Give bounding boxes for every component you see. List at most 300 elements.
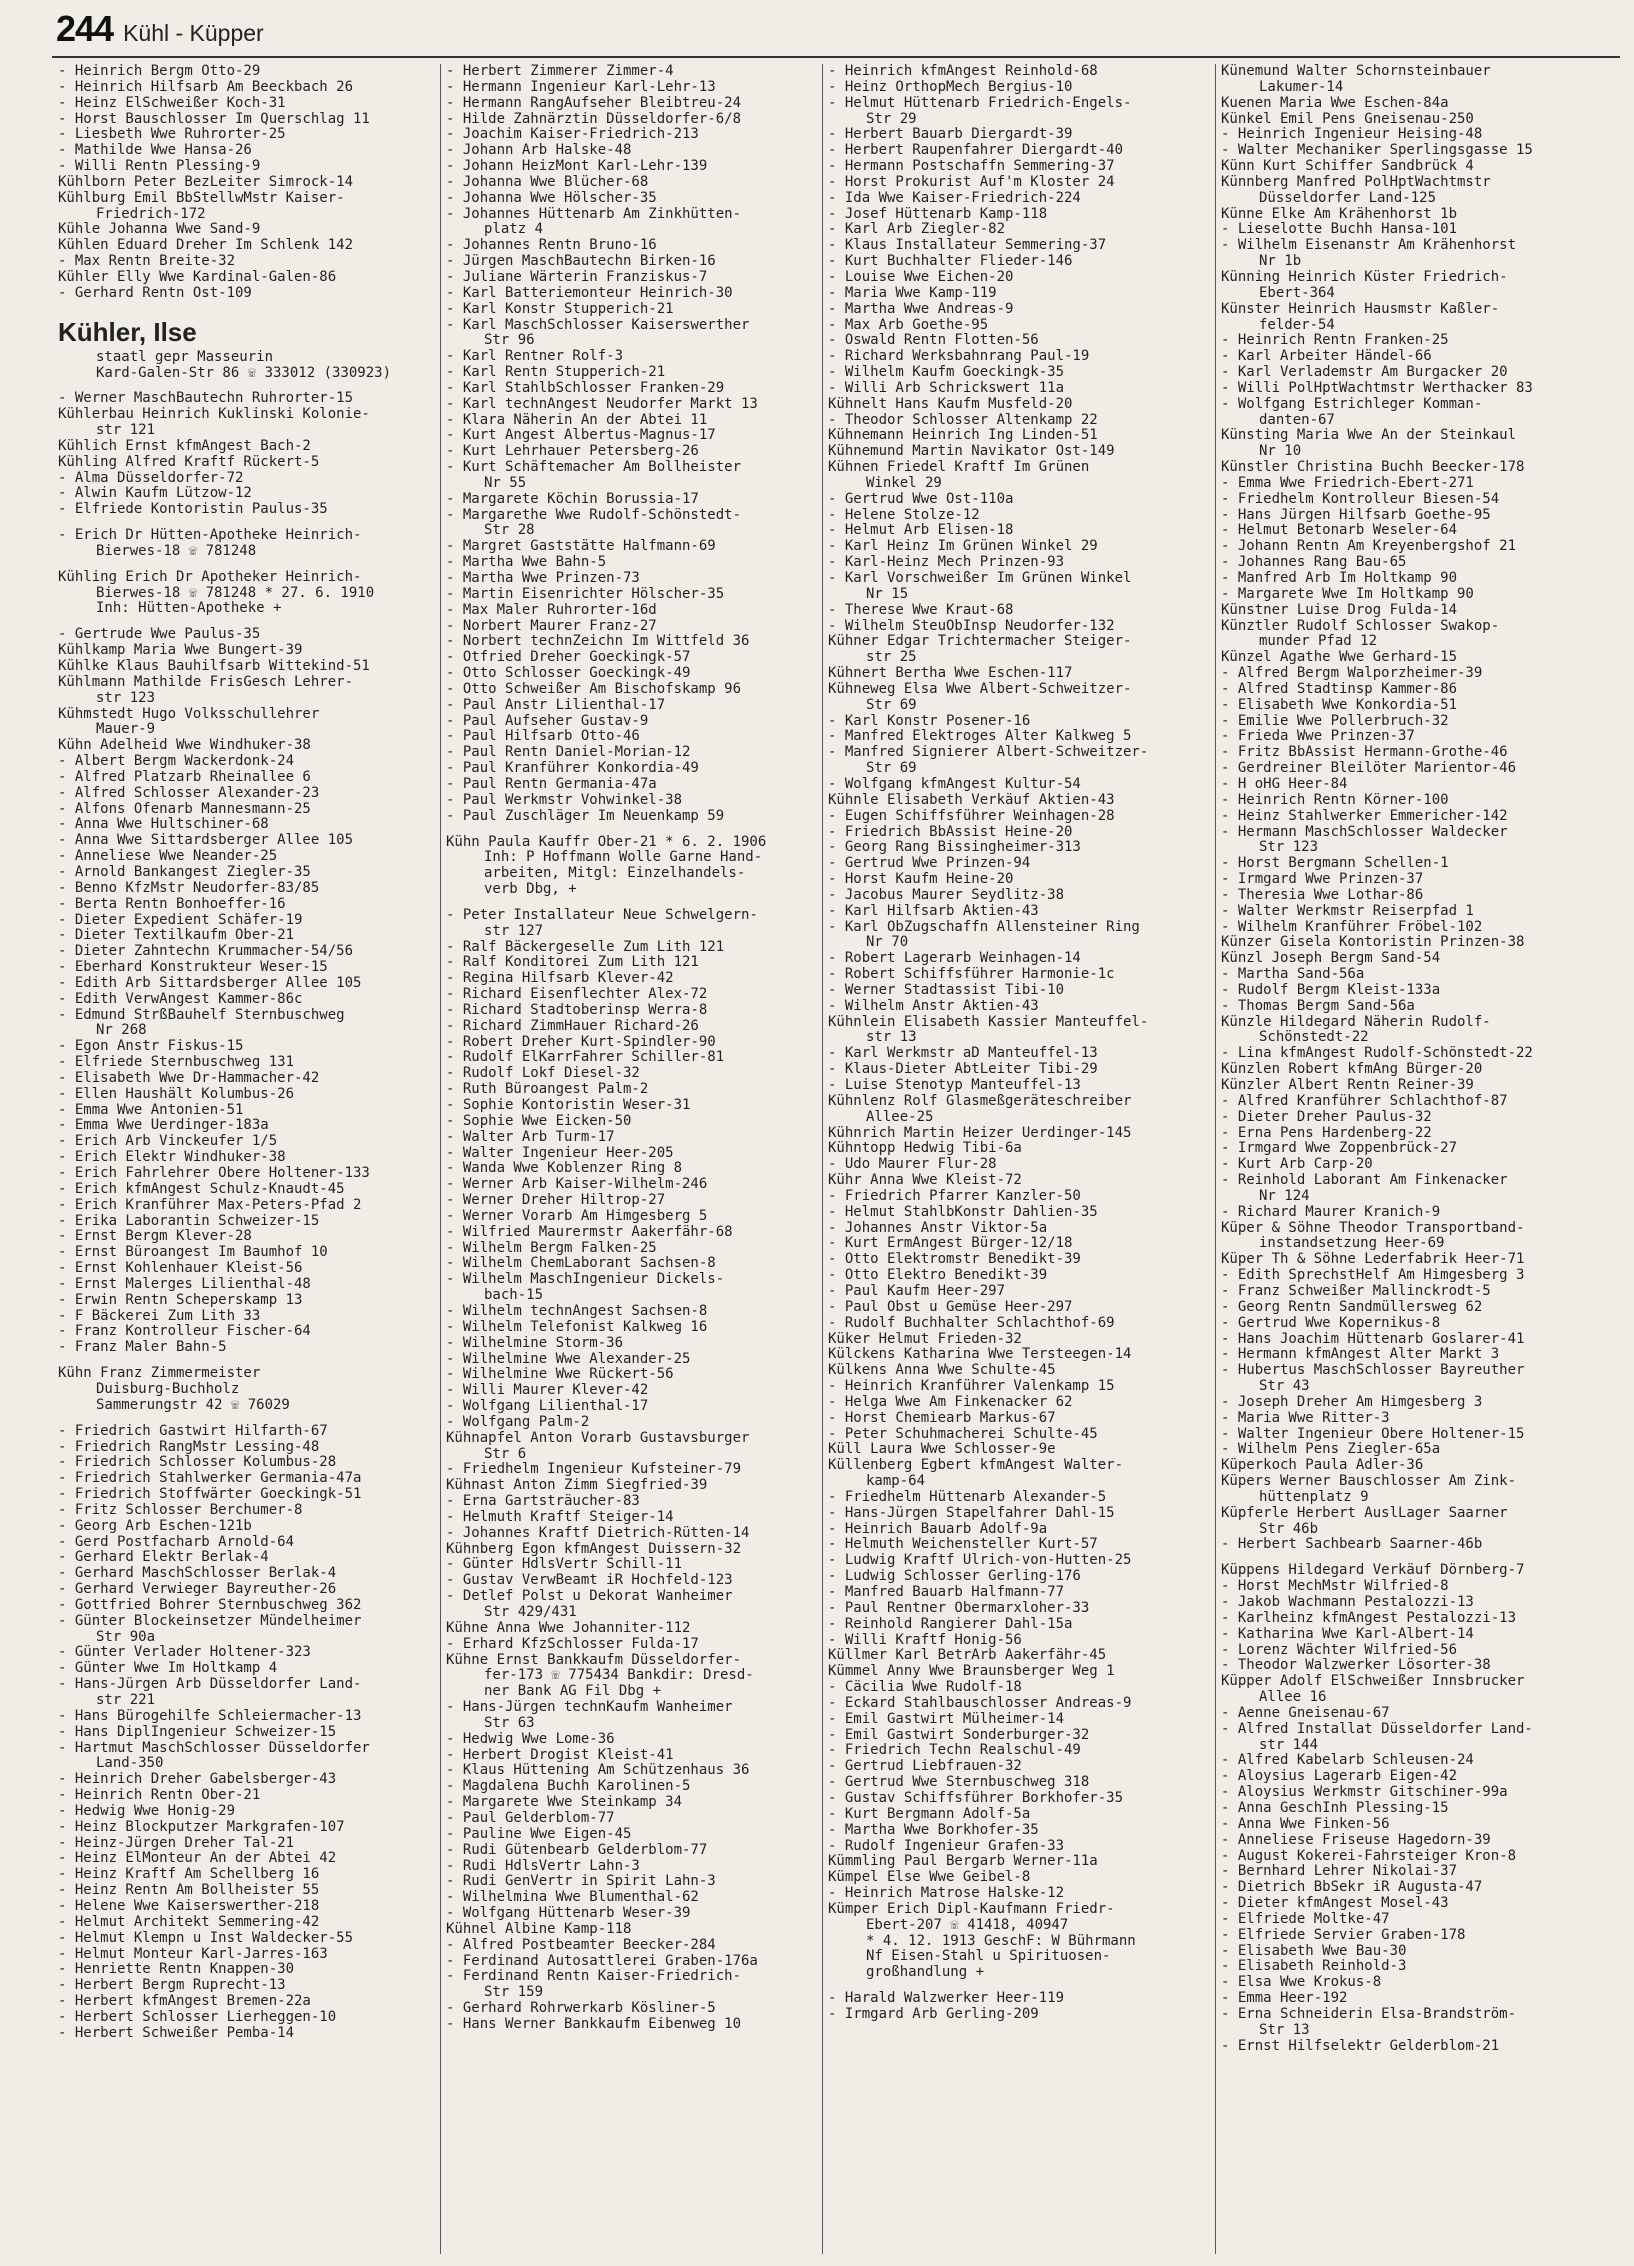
directory-entry: - Peter Schuhmacherei Schulte-45 bbox=[828, 1426, 1098, 1442]
directory-entry: - Karl-Heinz Mech Prinzen-93 bbox=[828, 555, 1065, 571]
directory-entry: Kühlkamp Maria Wwe Bungert-39 bbox=[58, 643, 303, 659]
directory-entry: - Willi Kraftf Honig-56 bbox=[828, 1632, 1022, 1648]
directory-entry: Künzlen Robert kfmAng Bürger-20 bbox=[1221, 1062, 1483, 1078]
directory-entry: Kühlborn Peter BezLeiter Simrock-14 bbox=[58, 174, 354, 190]
directory-entry: - Dieter Zahntechn Krummacher-54/56 bbox=[58, 944, 354, 960]
directory-entry: - Elsa Wwe Krokus-8 bbox=[1221, 1975, 1382, 1991]
directory-entry: - Erich Kranführer Max-Peters-Pfad 2 bbox=[58, 1197, 362, 1213]
directory-entry: - Horst Kaufm Heine-20 bbox=[828, 872, 1014, 888]
directory-entry: - Elisabeth Wwe Konkordia-51 bbox=[1221, 697, 1458, 713]
directory-entry: str 144 bbox=[1259, 1737, 1319, 1753]
directory-entry: - Klaus Installateur Semmering-37 bbox=[828, 238, 1107, 254]
directory-entry: - F Bäckerei Zum Lith 33 bbox=[58, 1308, 261, 1324]
directory-entry: Külckens Katharina Wwe Tersteegen-14 bbox=[828, 1347, 1132, 1363]
directory-entry: Str 43 bbox=[1259, 1379, 1310, 1395]
directory-entry: Künstler Christina Buchh Beecker-178 bbox=[1221, 460, 1525, 476]
directory-entry: Kard-Galen-Str 86 ☏ 333012 (330923) bbox=[96, 365, 392, 381]
directory-entry: - Katharina Wwe Karl-Albert-14 bbox=[1221, 1626, 1474, 1642]
directory-entry: - Rudolf Buchhalter Schlachthof-69 bbox=[828, 1315, 1115, 1331]
directory-entry: - Paul Hilfsarb Otto-46 bbox=[446, 729, 640, 745]
directory-entry: - Dieter Expedient Schäfer-19 bbox=[58, 912, 303, 928]
directory-entry: - Alfred Bergm Walporzheimer-39 bbox=[1221, 666, 1483, 682]
directory-entry: - Karl Konstr Posener-16 bbox=[828, 713, 1031, 729]
directory-entry: - Klaus-Dieter AbtLeiter Tibi-29 bbox=[828, 1062, 1098, 1078]
directory-entry: Str 429/431 bbox=[484, 1605, 577, 1620]
directory-entry: - Henriette Rentn Knappen-30 bbox=[58, 1962, 295, 1978]
directory-entry: Künzel Agathe Wwe Gerhard-15 bbox=[1221, 650, 1458, 666]
directory-entry: - Gertrud Wwe Prinzen-94 bbox=[828, 856, 1031, 872]
directory-entry: Kühn Franz Zimmermeister bbox=[58, 1366, 261, 1382]
directory-entry: - Johann Rentn Am Kreyenbergshof 21 bbox=[1221, 539, 1517, 555]
directory-entry: Küllenberg Egbert kfmAngest Walter- bbox=[828, 1458, 1124, 1474]
directory-entry: Kühlich Ernst kfmAngest Bach-2 bbox=[58, 438, 311, 454]
directory-entry: - Richard Stadtoberinsp Werra-8 bbox=[446, 1002, 708, 1018]
column-4 bbox=[1215, 64, 1620, 2254]
directory-entry: Inh: Hütten-Apotheke + bbox=[96, 601, 282, 617]
directory-entry: - Wilhelm Eisenanstr Am Krähenhorst bbox=[1221, 238, 1517, 254]
directory-entry: - Kurt Angest Albertus-Magnus-17 bbox=[446, 428, 716, 444]
directory-entry: - Margarethe Wwe Rudolf-Schönstedt- bbox=[446, 507, 742, 523]
column-1 bbox=[52, 64, 440, 2254]
directory-entry: - Heinz ElSchweißer Koch-31 bbox=[58, 95, 286, 111]
directory-entry: - Karl StahlbSchlosser Franken-29 bbox=[446, 380, 725, 396]
directory-entry: - Hans Joachim Hüttenarb Goslarer-41 bbox=[1221, 1331, 1525, 1347]
directory-entry: Kühnlein Elisabeth Kassier Manteuffel- bbox=[828, 1014, 1149, 1030]
directory-entry: - Wilhelm SteuObInsp Neudorfer-132 bbox=[828, 618, 1115, 634]
directory-entry: Kühnelt Hans Kaufm Musfeld-20 bbox=[828, 396, 1073, 412]
directory-entry: Kühlburg Emil BbStellwMstr Kaiser- bbox=[58, 190, 345, 206]
entry-gap bbox=[58, 381, 436, 391]
directory-entry: - Edith SprechstHelf Am Himgesberg 3 bbox=[1221, 1268, 1525, 1284]
directory-entry: Kümpel Else Wwe Geibel-8 bbox=[828, 1870, 1031, 1886]
directory-entry: - Ernst Hilfselektr Gelderblom-21 bbox=[1221, 2038, 1500, 2054]
directory-entry: - Robert Lagerarb Weinhagen-14 bbox=[828, 951, 1081, 967]
directory-entry: - Friedhelm Ingenieur Kufsteiner-79 bbox=[446, 1462, 742, 1478]
directory-entry: - Wilhelmine Wwe Rückert-56 bbox=[446, 1367, 674, 1383]
directory-entry: Kühn Adelheid Wwe Windhuker-38 bbox=[58, 738, 311, 754]
directory-entry: platz 4 bbox=[484, 222, 544, 238]
directory-entry: - Wilhelm ChemLaborant Sachsen-8 bbox=[446, 1256, 716, 1272]
directory-columns bbox=[52, 64, 1620, 2254]
directory-entry: - Liesbeth Wwe Ruhrorter-25 bbox=[58, 127, 286, 143]
directory-entry: - Friedrich Schlosser Kolumbus-28 bbox=[58, 1455, 337, 1471]
directory-entry: Bierwes-18 ☏ 781248 bbox=[96, 543, 257, 559]
directory-entry: - Frieda Wwe Prinzen-37 bbox=[1221, 729, 1415, 745]
directory-entry: - Margarete Wwe Im Holtkamp 90 bbox=[1221, 586, 1474, 602]
directory-entry: - Max Rentn Breite-32 bbox=[58, 254, 236, 270]
directory-entry: - Walter Werkmstr Reiserpfad 1 bbox=[1221, 903, 1474, 919]
directory-entry: - Gerhard MaschSchlosser Berlak-4 bbox=[58, 1566, 337, 1582]
directory-entry: Nr 70 bbox=[866, 935, 909, 951]
directory-entry: - Ida Wwe Kaiser-Friedrich-224 bbox=[828, 190, 1081, 206]
directory-entry: - Emma Heer-192 bbox=[1221, 1991, 1348, 2007]
directory-entry: - Ferdinand Autosattlerei Graben-176a bbox=[446, 1953, 758, 1969]
directory-entry: - Elisabeth Wwe Bau-30 bbox=[1221, 1943, 1407, 1959]
directory-entry: - Juliane Wärterin Franziskus-7 bbox=[446, 269, 708, 285]
directory-entry: - Hermann kfmAngest Alter Markt 3 bbox=[1221, 1347, 1500, 1363]
directory-entry: - Gerhard Rohrwerkarb Kösliner-5 bbox=[446, 2001, 716, 2017]
directory-entry: Kühneweg Elsa Wwe Albert-Schweitzer- bbox=[828, 681, 1132, 697]
directory-entry: kamp-64 bbox=[866, 1474, 926, 1490]
directory-entry: str 127 bbox=[484, 923, 544, 939]
directory-entry: - Karl MaschSchlosser Kaiserswerther bbox=[446, 317, 750, 333]
directory-entry: - Gerhard Elektr Berlak-4 bbox=[58, 1550, 269, 1566]
directory-entry: - Hedwig Wwe Honig-29 bbox=[58, 1803, 236, 1819]
directory-entry: Künstner Luise Drog Fulda-14 bbox=[1221, 602, 1458, 618]
directory-entry: Kühne Ernst Bankkaufm Düsseldorfer- bbox=[446, 1652, 742, 1668]
directory-entry: Friedrich-172 bbox=[96, 206, 206, 222]
directory-entry: - Friedrich BbAssist Heine-20 bbox=[828, 824, 1073, 840]
directory-entry: - Willi Arb Schrickswert 11a bbox=[828, 380, 1065, 396]
directory-entry: - Jakob Wachmann Pestalozzi-13 bbox=[1221, 1595, 1474, 1610]
directory-entry: - Edith VerwAngest Kammer-86c bbox=[58, 991, 303, 1007]
directory-entry: - Horst Bauschlosser Im Querschlag 11 bbox=[58, 111, 370, 127]
directory-entry: - Otfried Dreher Goeckingk-57 bbox=[446, 650, 691, 666]
directory-entry: - Gertrud Wwe Kopernikus-8 bbox=[1221, 1315, 1441, 1331]
directory-entry: - Albert Bergm Wackerdonk-24 bbox=[58, 754, 295, 770]
directory-entry: Sammerungstr 42 ☏ 76029 bbox=[96, 1397, 290, 1413]
directory-entry: - Heinrich Dreher Gabelsberger-43 bbox=[58, 1772, 337, 1788]
directory-entry: - Wolfgang Palm-2 bbox=[446, 1414, 590, 1430]
directory-entry: - Franz Kontrolleur Fischer-64 bbox=[58, 1324, 311, 1340]
directory-entry: Küker Helmut Frieden-32 bbox=[828, 1331, 1022, 1347]
directory-entry: Allee-25 bbox=[866, 1109, 934, 1125]
directory-entry: - Johannes Hüttenarb Am Zinkhütten- bbox=[446, 206, 742, 222]
directory-entry: str 25 bbox=[866, 650, 917, 666]
directory-entry: - Walter Arb Turm-17 bbox=[446, 1129, 615, 1145]
directory-entry: - Herbert Sachbearb Saarner-46b bbox=[1221, 1537, 1483, 1553]
directory-entry: - Elisabeth Reinhold-3 bbox=[1221, 1959, 1407, 1975]
directory-entry: - Erich Fahrlehrer Obere Holtener-133 bbox=[58, 1166, 370, 1181]
directory-entry: Kühlen Eduard Dreher Im Schlenk 142 bbox=[58, 238, 354, 254]
directory-entry: - Alfons Ofenarb Mannesmann-25 bbox=[58, 801, 311, 817]
directory-entry: - Karlheinz kfmAngest Pestalozzi-13 bbox=[1221, 1610, 1517, 1626]
directory-entry: danten-67 bbox=[1259, 412, 1335, 428]
directory-entry: - Gertrude Wwe Paulus-35 bbox=[58, 627, 261, 643]
directory-entry: - Willi Rentn Plessing-9 bbox=[58, 159, 261, 175]
directory-entry: str 123 bbox=[96, 690, 156, 706]
directory-entry: Künne Elke Am Krähenhorst 1b bbox=[1221, 206, 1458, 222]
directory-entry: - Josef Hüttenarb Kamp-118 bbox=[828, 206, 1048, 222]
directory-entry: - Fritz BbAssist Hermann-Grothe-46 bbox=[1221, 745, 1508, 761]
directory-entry: Küpper Adolf ElSchweißer Innsbrucker bbox=[1221, 1674, 1525, 1690]
directory-entry: - Otto Schlosser Goeckingk-49 bbox=[446, 666, 691, 682]
directory-entry: - Paul Rentn Daniel-Morian-12 bbox=[446, 745, 691, 761]
directory-entry: - Gerdreiner Bleilöter Marientor-46 bbox=[1221, 761, 1517, 777]
directory-entry: - Wolfgang kfmAngest Kultur-54 bbox=[828, 776, 1081, 792]
directory-entry: Str 29 bbox=[866, 111, 917, 127]
directory-entry: - Karl Arbeiter Händel-66 bbox=[1221, 349, 1432, 365]
directory-entry: - Anna Wwe Finken-56 bbox=[1221, 1816, 1390, 1832]
directory-entry: - Helene Wwe Kaiserswerther-218 bbox=[58, 1898, 320, 1914]
directory-entry: - Georg Rentn Sandmüllersweg 62 bbox=[1221, 1299, 1483, 1315]
directory-entry: Künzle Hildegard Näherin Rudolf- bbox=[1221, 1014, 1491, 1030]
directory-entry: Str 90a bbox=[96, 1629, 156, 1645]
directory-entry: - Hans-Jürgen Stapelfahrer Dahl-15 bbox=[828, 1505, 1115, 1521]
directory-entry: Küll Laura Wwe Schlosser-9e bbox=[828, 1442, 1056, 1458]
directory-entry: - Martha Wwe Andreas-9 bbox=[828, 301, 1014, 317]
directory-entry: - Luise Stenotyp Manteuffel-13 bbox=[828, 1078, 1081, 1093]
directory-entry: - Rudi Gütenbearb Gelderblom-77 bbox=[446, 1842, 708, 1858]
directory-entry: - Paul Obst u Gemüse Heer-297 bbox=[828, 1299, 1073, 1315]
directory-entry: - Karl Werkmstr aD Manteuffel-13 bbox=[828, 1046, 1098, 1062]
directory-entry: Nr 10 bbox=[1259, 444, 1302, 460]
directory-entry: Nr 1b bbox=[1259, 254, 1302, 270]
directory-entry: Kühmstedt Hugo Volksschullehrer bbox=[58, 706, 320, 722]
directory-entry: - Lieselotte Buchh Hansa-101 bbox=[1221, 222, 1458, 238]
directory-entry: - Wolfgang Lilienthal-17 bbox=[446, 1399, 649, 1415]
directory-entry: Nf Eisen-Stahl u Spirituosen- bbox=[866, 1949, 1111, 1965]
directory-entry: - Anna Wwe Hultschiner-68 bbox=[58, 817, 269, 833]
page-number: 244 bbox=[56, 8, 114, 49]
directory-entry: Kühnast Anton Zimm Siegfried-39 bbox=[446, 1478, 708, 1494]
directory-entry: munder Pfad 12 bbox=[1259, 634, 1378, 650]
directory-entry: - Karl Heinz Im Grünen Winkel 29 bbox=[828, 539, 1098, 555]
directory-entry: - Egon Anstr Fiskus-15 bbox=[58, 1039, 244, 1055]
directory-entry: - Emilie Wwe Pollerbruch-32 bbox=[1221, 713, 1449, 729]
directory-entry: Kühnemann Heinrich Ing Linden-51 bbox=[828, 428, 1098, 444]
directory-entry: - August Kokerei-Fahrsteiger Kron-8 bbox=[1221, 1848, 1517, 1864]
directory-entry: - Alfred Postbeamter Beecker-284 bbox=[446, 1937, 716, 1953]
directory-entry: Kühntopp Hedwig Tibi-6a bbox=[828, 1141, 1022, 1157]
directory-entry: - Karl Hilfsarb Aktien-43 bbox=[828, 903, 1039, 919]
directory-entry: - Manfred Signierer Albert-Schweitzer- bbox=[828, 745, 1149, 761]
directory-entry: - Eugen Schiffsführer Weinhagen-28 bbox=[828, 808, 1115, 824]
directory-entry: Künkel Emil Pens Gneisenau-250 bbox=[1221, 111, 1474, 127]
entry-gap bbox=[828, 1981, 1211, 1991]
directory-entry: Kühling Erich Dr Apotheker Heinrich- bbox=[58, 569, 362, 585]
directory-entry: str 13 bbox=[866, 1030, 917, 1046]
directory-entry: - Johannes Anstr Viktor-5a bbox=[828, 1220, 1048, 1236]
directory-entry: - Wilhelm Bergm Falken-25 bbox=[446, 1240, 657, 1256]
directory-entry: - Walter Mechaniker Sperlingsgasse 15 bbox=[1221, 143, 1533, 159]
directory-entry: - Emil Gastwirt Mülheimer-14 bbox=[828, 1711, 1065, 1727]
directory-entry: Str 13 bbox=[1259, 2022, 1310, 2038]
directory-entry: Künster Heinrich Hausmstr Kaßler- bbox=[1221, 301, 1500, 317]
directory-entry: - Wilhelm Kaufm Goeckingk-35 bbox=[828, 365, 1065, 381]
header-rule bbox=[52, 56, 1620, 58]
directory-entry: Künsting Maria Wwe An der Steinkaul bbox=[1221, 428, 1517, 444]
directory-entry: - Aenne Gneisenau-67 bbox=[1221, 1705, 1390, 1721]
directory-entry: - Friedrich Pfarrer Kanzler-50 bbox=[828, 1188, 1081, 1204]
directory-entry: - Benno KfzMstr Neudorfer-83/85 bbox=[58, 880, 320, 896]
directory-entry: - Alfred Installat Düsseldorfer Land- bbox=[1221, 1721, 1533, 1737]
directory-entry: - Thomas Bergm Sand-56a bbox=[1221, 998, 1415, 1014]
directory-entry: - Dieter kfmAngest Mosel-43 bbox=[1221, 1896, 1449, 1912]
directory-entry: - Karl Verlademstr Am Burgacker 20 bbox=[1221, 365, 1508, 381]
directory-entry: - Eberhard Konstrukteur Weser-15 bbox=[58, 960, 328, 976]
directory-entry: - Paul Kranführer Konkordia-49 bbox=[446, 761, 699, 777]
page-range-title: Kühl - Küpper bbox=[123, 20, 264, 46]
directory-entry: - Elisabeth Wwe Dr-Hammacher-42 bbox=[58, 1070, 320, 1086]
directory-entry: - Karl Vorschweißer Im Grünen Winkel bbox=[828, 571, 1132, 586]
directory-entry: - Hilde Zahnärztin Düsseldorfer-6/8 bbox=[446, 111, 742, 127]
directory-entry: - Walter Ingenieur Heer-205 bbox=[446, 1145, 674, 1161]
directory-entry: - Herbert Schweißer Pemba-14 bbox=[58, 2025, 295, 2041]
entry-gap bbox=[1221, 1553, 1616, 1563]
directory-entry: - Ernst Bergm Klever-28 bbox=[58, 1229, 252, 1245]
directory-entry: Nr 268 bbox=[96, 1023, 147, 1039]
directory-entry: - Horst Chemiearb Markus-67 bbox=[828, 1410, 1056, 1426]
directory-entry: - Detlef Polst u Dekorat Wanheimer bbox=[446, 1589, 733, 1605]
directory-entry: - Manfred Arb Im Holtkamp 90 bbox=[1221, 571, 1458, 586]
directory-entry: - Ernst Malerges Lilienthal-48 bbox=[58, 1276, 311, 1292]
directory-entry: - Heinz ElMonteur An der Abtei 42 bbox=[58, 1851, 337, 1867]
directory-entry: - Irmgard Arb Gerling-209 bbox=[828, 2006, 1039, 2022]
directory-entry: - Reinhold Laborant Am Finkenacker bbox=[1221, 1173, 1508, 1189]
directory-entry: Str 6 bbox=[484, 1446, 527, 1462]
directory-entry: - Willi PolHptWachtmstr Werthacker 83 bbox=[1221, 380, 1533, 396]
directory-entry: - Günter Wwe Im Holtkamp 4 bbox=[58, 1661, 278, 1677]
boxed-entry-heading: Kühler, Ilse bbox=[58, 316, 197, 347]
directory-entry: - Cäcilia Wwe Rudolf-18 bbox=[828, 1680, 1022, 1696]
directory-entry: - Richard ZimmHauer Richard-26 bbox=[446, 1018, 699, 1034]
directory-entry: - Emil Gastwirt Sonderburger-32 bbox=[828, 1727, 1090, 1743]
directory-entry: - Wolfgang Estrichleger Komman- bbox=[1221, 396, 1483, 412]
directory-entry: - Wilhelm MaschIngenieur Dickels- bbox=[446, 1272, 725, 1288]
directory-entry: Kühnert Bertha Wwe Eschen-117 bbox=[828, 666, 1073, 682]
directory-entry: Schönstedt-22 bbox=[1259, 1030, 1369, 1046]
directory-entry: Kühlmann Mathilde FrisGesch Lehrer- bbox=[58, 674, 354, 690]
directory-entry: - Kurt Lehrhauer Petersberg-26 bbox=[446, 444, 699, 460]
directory-entry: - Helmut Arb Elisen-18 bbox=[828, 523, 1014, 539]
directory-entry: - Heinrich Matrose Halske-12 bbox=[828, 1886, 1065, 1902]
directory-entry: Kühner Edgar Trichtermacher Steiger- bbox=[828, 634, 1132, 650]
directory-entry: - Werner Arb Kaiser-Wilhelm-246 bbox=[446, 1177, 708, 1193]
directory-entry: Mauer-9 bbox=[96, 722, 156, 738]
directory-entry: - Wilhelmina Wwe Blumenthal-62 bbox=[446, 1890, 699, 1906]
directory-entry: - Robert Schiffsführer Harmonie-1c bbox=[828, 967, 1115, 983]
directory-entry: - Margarete Köchin Borussia-17 bbox=[446, 491, 699, 507]
directory-entry: - Klaus Hüttening Am Schützenhaus 36 bbox=[446, 1763, 750, 1779]
directory-entry: - Therese Wwe Kraut-68 bbox=[828, 602, 1014, 618]
directory-entry: Külkens Anna Wwe Schulte-45 bbox=[828, 1363, 1056, 1379]
directory-entry: - Friedrich Gastwirt Hilfarth-67 bbox=[58, 1423, 328, 1439]
directory-entry: - Heinrich Kranführer Valenkamp 15 bbox=[828, 1379, 1115, 1395]
directory-entry: - Heinrich Rentn Franken-25 bbox=[1221, 333, 1449, 349]
directory-entry: - Irmgard Wwe Prinzen-37 bbox=[1221, 872, 1424, 888]
directory-entry: - Heinz-Jürgen Dreher Tal-21 bbox=[58, 1835, 295, 1851]
directory-entry: Küper Th & Söhne Lederfabrik Heer-71 bbox=[1221, 1252, 1525, 1268]
directory-entry: - Alwin Kaufm Lützow-12 bbox=[58, 486, 252, 502]
directory-entry: - Dieter Dreher Paulus-32 bbox=[1221, 1109, 1432, 1125]
directory-entry: - Rudolf ElKarrFahrer Schiller-81 bbox=[446, 1050, 725, 1066]
directory-entry: - Karl technAngest Neudorfer Markt 13 bbox=[446, 396, 758, 412]
directory-entry: - Helmut Klempn u Inst Waldecker-55 bbox=[58, 1930, 354, 1946]
directory-entry: - Theresia Wwe Lothar-86 bbox=[1221, 887, 1424, 903]
directory-entry: - Joseph Dreher Am Himgesberg 3 bbox=[1221, 1394, 1483, 1410]
directory-entry: - Paul Gelderblom-77 bbox=[446, 1810, 615, 1826]
directory-entry: - Berta Rentn Bonhoeffer-16 bbox=[58, 896, 286, 912]
directory-entry: - Sophie Wwe Eicken-50 bbox=[446, 1113, 632, 1129]
directory-entry: - Wilhelm Telefonist Kalkweg 16 bbox=[446, 1319, 708, 1335]
directory-entry: - Johanna Wwe Hölscher-35 bbox=[446, 190, 657, 206]
directory-entry: - Johannes Rang Bau-65 bbox=[1221, 555, 1407, 571]
directory-entry: * 4. 12. 1913 GeschF: W Bührmann bbox=[866, 1933, 1136, 1949]
directory-entry: - Irmgard Wwe Zoppenbrück-27 bbox=[1221, 1141, 1458, 1157]
directory-entry: - Hermann Postschaffn Semmering-37 bbox=[828, 159, 1115, 175]
directory-entry: - Norbert technZeichn Im Wittfeld 36 bbox=[446, 634, 750, 650]
directory-entry: Bierwes-18 ☏ 781248 * 27. 6. 1910 bbox=[96, 585, 375, 601]
directory-entry: Düsseldorfer Land-125 bbox=[1259, 190, 1437, 206]
directory-entry: - Rudi GenVertr in Spirit Lahn-3 bbox=[446, 1874, 716, 1890]
entry-gap bbox=[446, 898, 818, 908]
directory-entry: - Ellen Haushält Kolumbus-26 bbox=[58, 1086, 295, 1102]
entry-gap bbox=[58, 560, 436, 570]
directory-entry: - Karl ObZugschaffn Allensteiner Ring bbox=[828, 919, 1140, 935]
directory-entry: - Helga Wwe Am Finkenacker 62 bbox=[828, 1394, 1073, 1410]
directory-entry: - Paul Aufseher Gustav-9 bbox=[446, 713, 649, 729]
directory-entry: Kühnlenz Rolf Glasmeßgeräteschreiber bbox=[828, 1093, 1132, 1109]
directory-entry: - Anneliese Friseuse Hagedorn-39 bbox=[1221, 1832, 1491, 1848]
directory-entry: Kühnle Elisabeth Verkäuf Aktien-43 bbox=[828, 792, 1115, 808]
directory-entry: - Aloysius Werkmstr Gitschiner-99a bbox=[1221, 1785, 1508, 1801]
directory-entry: - Werner Vorarb Am Himgesberg 5 bbox=[446, 1208, 708, 1224]
directory-entry: - Günter Blockeinsetzer Mündelheimer bbox=[58, 1613, 362, 1629]
directory-entry: - Helmut StahlbKonstr Dahlien-35 bbox=[828, 1204, 1098, 1220]
directory-entry: - Elfriede Sternbuschweg 131 bbox=[58, 1055, 295, 1071]
directory-entry: - Oswald Rentn Flotten-56 bbox=[828, 333, 1039, 349]
directory-entry: - Alfred Stadtinsp Kammer-86 bbox=[1221, 681, 1458, 697]
directory-entry: - Richard Eisenflechter Alex-72 bbox=[446, 987, 708, 1003]
directory-entry: - Lorenz Wächter Wilfried-56 bbox=[1221, 1642, 1458, 1658]
directory-entry: str 221 bbox=[96, 1693, 156, 1708]
directory-entry: Kühr Anna Wwe Kleist-72 bbox=[828, 1173, 1022, 1189]
directory-entry: Land-350 bbox=[96, 1756, 164, 1772]
entry-gap bbox=[446, 825, 818, 835]
directory-entry: - Mathilde Wwe Hansa-26 bbox=[58, 143, 252, 159]
directory-entry: - Heinz Blockputzer Markgrafen-107 bbox=[58, 1819, 345, 1835]
directory-entry: - Erwin Rentn Scheperskamp 13 bbox=[58, 1292, 303, 1308]
directory-entry: - Werner Dreher Hiltrop-27 bbox=[446, 1193, 666, 1209]
directory-entry: Künzler Albert Rentn Reiner-39 bbox=[1221, 1078, 1474, 1093]
directory-entry: - Ruth Büroangest Palm-2 bbox=[446, 1082, 649, 1098]
directory-entry: - Klara Näherin An der Abtei 11 bbox=[446, 412, 708, 428]
directory-entry: - H oHG Heer-84 bbox=[1221, 776, 1348, 792]
directory-entry: - Ernst Kohlenhauer Kleist-56 bbox=[58, 1261, 303, 1277]
directory-entry: - Anna GeschInh Plessing-15 bbox=[1221, 1800, 1449, 1816]
directory-entry: - Erich Dr Hütten-Apotheke Heinrich- bbox=[58, 528, 362, 544]
directory-entry: - Ludwig Schlosser Gerling-176 bbox=[828, 1569, 1081, 1585]
directory-entry: Str 159 bbox=[484, 1985, 544, 2001]
directory-entry: - Friedrich Techn Realschul-49 bbox=[828, 1743, 1081, 1759]
directory-entry: - Wilfried Maurermstr Aakerfähr-68 bbox=[446, 1224, 733, 1240]
directory-entry: - Karl Rentner Rolf-3 bbox=[446, 349, 624, 365]
directory-entry: - Hermann Ingenieur Karl-Lehr-13 bbox=[446, 79, 716, 95]
directory-entry: - Rudolf Bergm Kleist-133a bbox=[1221, 982, 1441, 998]
directory-entry: staatl gepr Masseurin bbox=[96, 349, 274, 365]
directory-entry: - Otto Schweißer Am Bischofskamp 96 bbox=[446, 681, 742, 697]
directory-entry: - Maria Wwe Ritter-3 bbox=[1221, 1410, 1390, 1426]
directory-entry: - Alfred Schlosser Alexander-23 bbox=[58, 785, 320, 801]
directory-entry: - Arnold Bankangest Ziegler-35 bbox=[58, 864, 311, 880]
directory-entry: - Heinrich Bauarb Adolf-9a bbox=[828, 1521, 1048, 1537]
directory-entry: Str 123 bbox=[1259, 840, 1319, 856]
directory-entry: - Georg Rang Bissingheimer-313 bbox=[828, 840, 1081, 856]
directory-entry: - Gustav Schiffsführer Borkhofer-35 bbox=[828, 1790, 1124, 1806]
directory-entry: - Wilhelm Pens Ziegler-65a bbox=[1221, 1442, 1441, 1458]
directory-entry: - Gertrud Liebfrauen-32 bbox=[828, 1759, 1022, 1775]
directory-entry: Kümper Erich Dipl-Kaufmann Friedr- bbox=[828, 1901, 1115, 1917]
directory-entry: - Gustav VerwBeamt iR Hochfeld-123 bbox=[446, 1573, 733, 1589]
directory-entry: Kümmling Paul Bergarb Werner-11a bbox=[828, 1854, 1098, 1870]
directory-entry: - Johannes Kraftf Dietrich-Rütten-14 bbox=[446, 1525, 750, 1541]
directory-entry: - Hans Bürogehilfe Schleiermacher-13 bbox=[58, 1708, 362, 1724]
directory-entry: - Heinrich Rentn Ober-21 bbox=[58, 1788, 261, 1804]
column-2 bbox=[440, 64, 822, 2254]
directory-entry: - Karl Batteriemonteur Heinrich-30 bbox=[446, 285, 733, 301]
directory-entry: - Heinrich Hilfsarb Am Beeckbach 26 bbox=[58, 79, 354, 95]
